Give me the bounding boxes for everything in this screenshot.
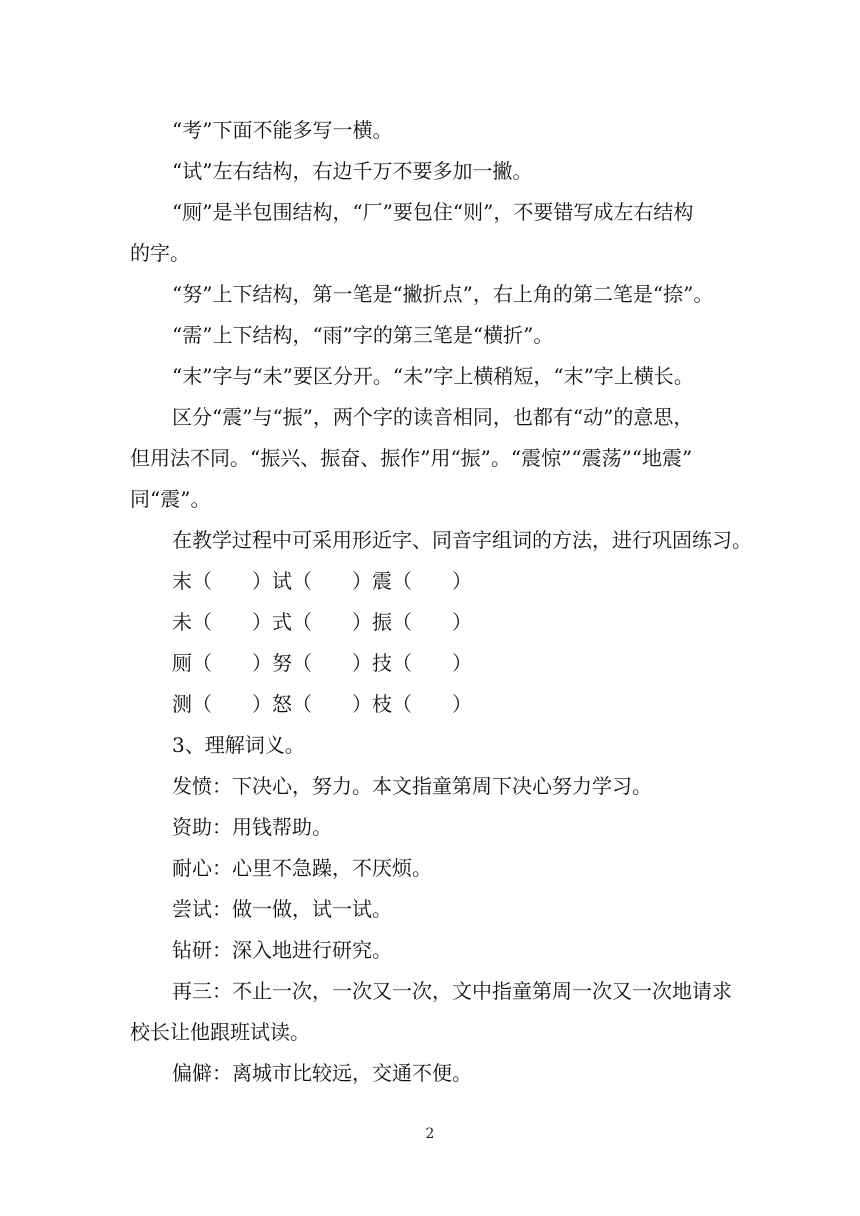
paragraph-continuation: 但用法不同。“振兴、振奋、振作”用“振”。“震惊”“震荡”“地震” bbox=[130, 446, 693, 470]
exercise-cell: 努（ ） bbox=[272, 651, 372, 675]
exercise-cell: 测（ ） bbox=[172, 692, 272, 716]
exercise-cell: 技（ ） bbox=[372, 651, 472, 675]
section-heading: 3、理解词义。 bbox=[172, 733, 305, 757]
exercise-cell: 振（ ） bbox=[372, 610, 472, 634]
exercise-cell: 震（ ） bbox=[372, 569, 472, 593]
definition: 偏僻：离城市比较远，交通不便。 bbox=[172, 1061, 472, 1085]
paragraph: 在教学过程中可采用形近字、同音字组词的方法，进行巩固练习。 bbox=[172, 528, 752, 552]
paragraph: “厕”是半包围结构，“厂”要包住“则”，不要错写成左右结构 bbox=[172, 200, 694, 224]
paragraph: “试”左右结构，右边千万不要多加一撇。 bbox=[172, 159, 533, 183]
page-number: 2 bbox=[425, 1126, 435, 1142]
exercise-cell: 未（ ） bbox=[172, 610, 272, 634]
exercise-cell: 怒（ ） bbox=[272, 692, 372, 716]
definition-continuation: 校长让他跟班试读。 bbox=[130, 1020, 310, 1044]
exercise-cell: 式（ ） bbox=[272, 610, 372, 634]
paragraph: “末”字与“未”要区分开。“未”字上横稍短，“末”字上横长。 bbox=[172, 364, 694, 388]
exercise-cell: 厕（ ） bbox=[172, 651, 272, 675]
definition: 再三：不止一次，一次又一次，文中指童第周一次又一次地请求 bbox=[172, 979, 732, 1003]
paragraph: “需”上下结构，“雨”字的第三笔是“横折”。 bbox=[172, 323, 554, 347]
paragraph-continuation: 的字。 bbox=[130, 241, 190, 265]
definition: 尝试：做一做，试一试。 bbox=[172, 897, 392, 921]
definition: 发愤：下决心，努力。本文指童第周下决心努力学习。 bbox=[172, 774, 652, 798]
paragraph: “考”下面不能多写一横。 bbox=[172, 118, 393, 142]
paragraph: “努”上下结构，第一笔是“撇折点”，右上角的第二笔是“捺”。 bbox=[172, 282, 714, 306]
exercise-cell: 枝（ ） bbox=[372, 692, 472, 716]
paragraph: 区分“震”与“振”，两个字的读音相同，也都有“动”的意思， bbox=[172, 405, 694, 429]
definition: 钻研：深入地进行研究。 bbox=[172, 938, 392, 962]
definition: 资助：用钱帮助。 bbox=[172, 815, 332, 839]
definition: 耐心：心里不急躁，不厌烦。 bbox=[172, 856, 432, 880]
exercise-cell: 试（ ） bbox=[272, 569, 372, 593]
paragraph-continuation: 同“震”。 bbox=[130, 487, 211, 511]
exercise-cell: 末（ ） bbox=[172, 569, 272, 593]
